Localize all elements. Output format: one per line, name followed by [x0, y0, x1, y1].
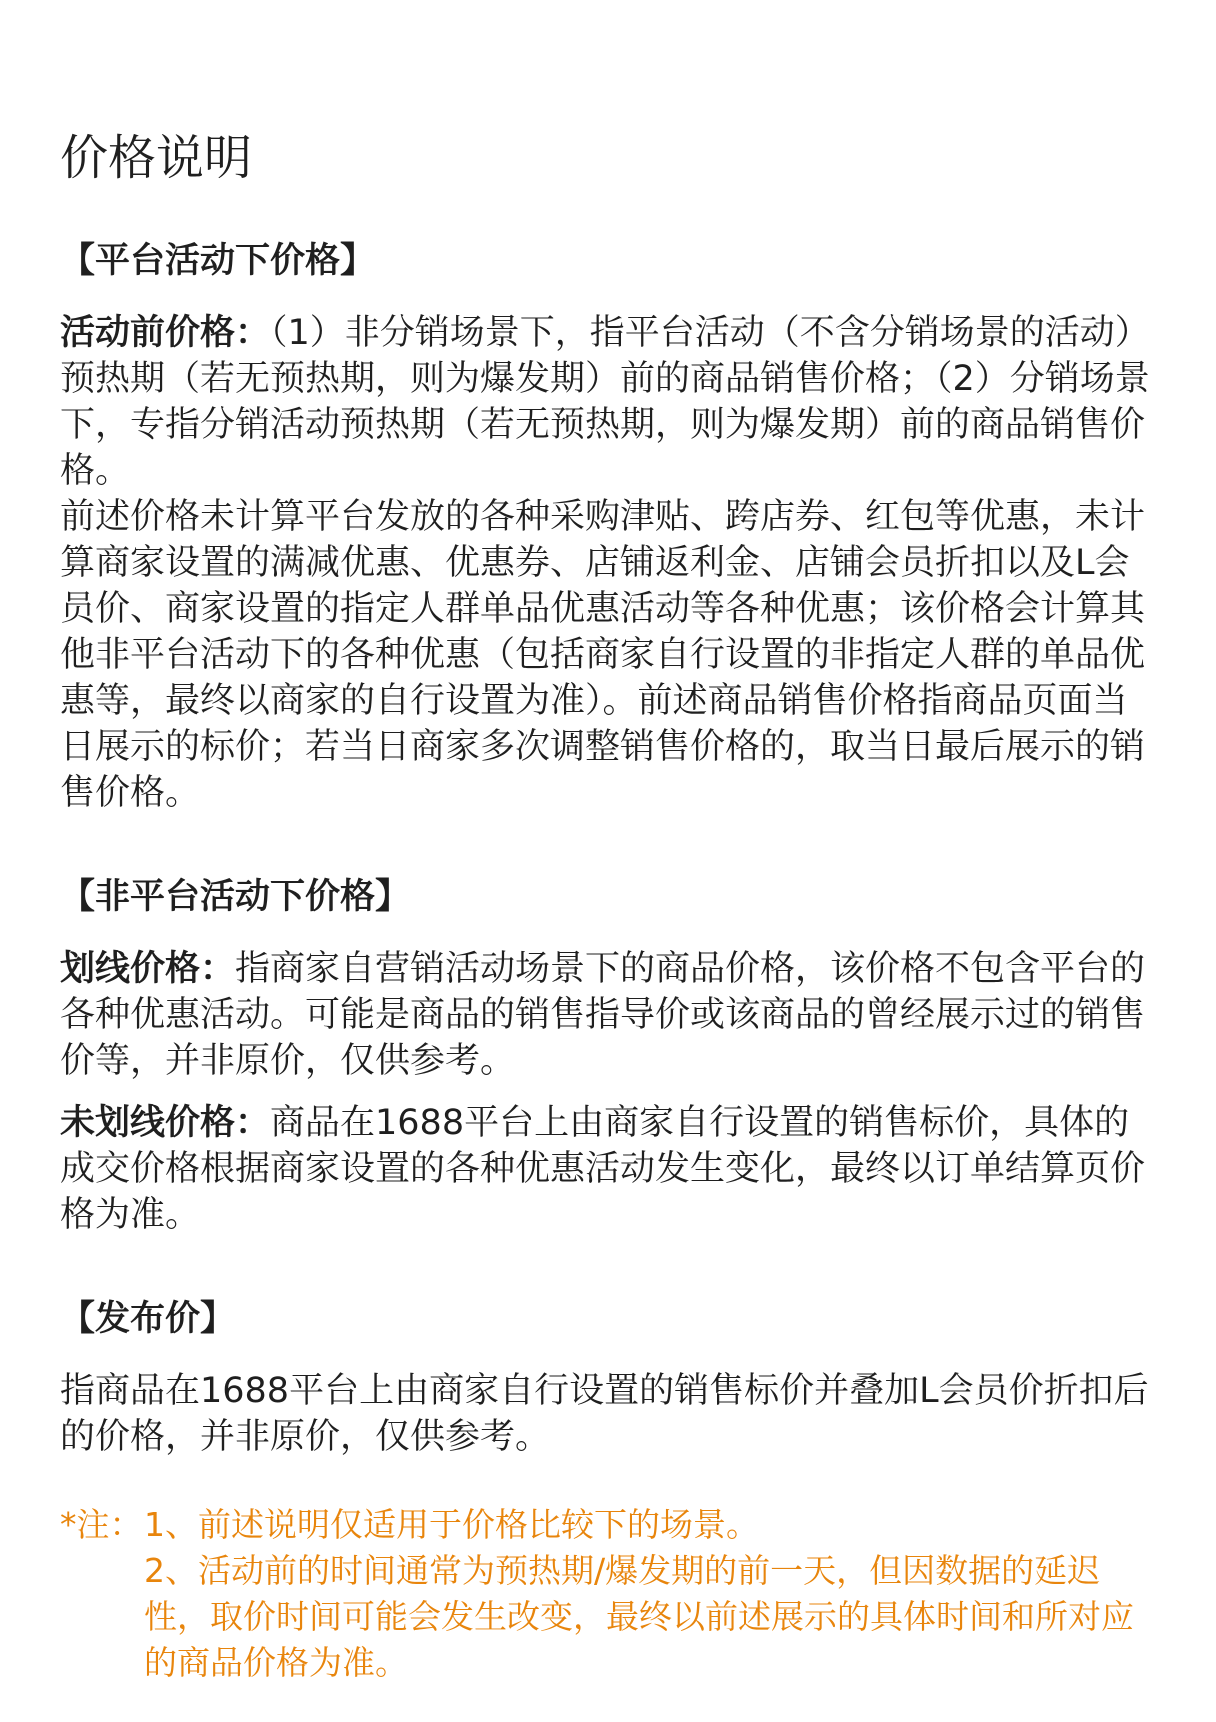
price-explanation-page: [60, 128, 1160, 1686]
platform-activity-section: [60, 238, 1160, 816]
platform-activity-heading: 【平台活动下价格】: [60, 241, 376, 281]
pre-activity-price-term: 活动前价格：: [60, 313, 271, 353]
publish-price-section: [60, 1296, 1160, 1460]
non-strikethrough-price-term: 未划线价格：: [60, 1103, 271, 1143]
footnote: [60, 1502, 1160, 1686]
non-platform-activity-heading: 【非平台活动下价格】: [60, 877, 411, 917]
non-strikethrough-price-paragraph: [60, 1100, 1160, 1238]
strikethrough-price-term: 划线价格：: [60, 949, 236, 989]
strikethrough-price-text: 指商家自营销活动场景下的商品价格，该价格不包含平台的各种优惠活动。可能是商品的销售指导价或该商品的曾经展示过的销售价等，并非原价，仅供参考。: [60, 949, 1146, 1081]
publish-price-heading: 【发布价】: [60, 1299, 236, 1339]
non-strikethrough-price-text: 商品在1688平台上由商家自行设置的销售标价，具体的成交价格根据商家设置的各种优惠活动发生变化，最终以订单结算页价格为准。: [60, 1103, 1146, 1235]
footnote-items: [144, 1502, 1160, 1686]
pre-activity-price-text: （1）非分销场景下，指平台活动（不含分销场景的活动）预热期（若无预热期，则为爆发期）前的商品销售价格；（2）分销场景下，专指分销活动预热期（若无预热期，则为爆发期）前的商品销售价格。: [60, 313, 1150, 491]
footnote-label: *注：: [60, 1505, 143, 1544]
non-platform-activity-section: [60, 874, 1160, 1238]
pre-activity-price-paragraph: [60, 310, 1160, 494]
publish-price-text: 指商品在1688平台上由商家自行设置的销售标价并叠加L会员价折扣后的价格，并非原价，仅供参考。: [60, 1371, 1149, 1457]
strikethrough-price-paragraph: [60, 946, 1160, 1084]
page-title: 价格说明: [60, 130, 253, 186]
footnote-item-1: 1、前述说明仅适用于价格比较下的场景。: [144, 1505, 759, 1544]
pre-activity-price-detail: 前述价格未计算平台发放的各种采购津贴、跨店券、红包等优惠，未计算商家设置的满减优惠、优惠券、店铺返利金、店铺会员折扣以及L会员价、商家设置的指定人群单品优惠活动等各种优惠；该价格会计算其他非平台活动下的各种优惠（包括商家自行设置的非指定人群的单品优惠等，最终以商家的自行设置为准）。前述商品销售价格指商品页面当日展示的标价；若当日商家多次调整销售价格的，取当日最后展示的销售价格。: [60, 497, 1146, 813]
footnote-item-2: 2、活动前的时间通常为预热期/爆发期的前一天，但因数据的延迟性，取价时间可能会发生改变，最终以前述展示的具体时间和所对应的商品价格为准。: [144, 1551, 1134, 1682]
